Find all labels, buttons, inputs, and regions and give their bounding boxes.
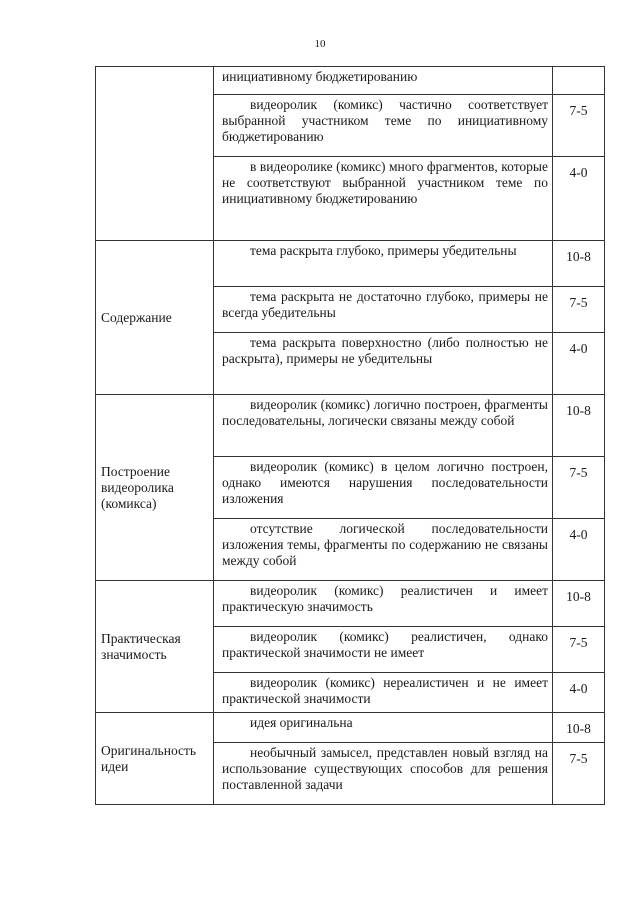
table-row bbox=[96, 581, 605, 627]
table-row bbox=[96, 395, 605, 457]
score-cell: 10-8 bbox=[553, 395, 605, 457]
criterion-description: инициативному бюджетированию bbox=[214, 67, 553, 95]
criterion-description: тема раскрыта поверхностно (либо полностью не раскрыта), примеры не убедительны bbox=[214, 333, 553, 395]
score-cell: 7-5 bbox=[553, 95, 605, 157]
category-cell: Практическая значимость bbox=[96, 581, 214, 713]
page-number: 10 bbox=[314, 38, 326, 50]
score-cell bbox=[553, 67, 605, 95]
score-cell: 7-5 bbox=[553, 457, 605, 519]
score-cell: 10-8 bbox=[553, 241, 605, 287]
table-row bbox=[96, 713, 605, 743]
score-cell: 4-0 bbox=[553, 157, 605, 241]
score-cell: 7-5 bbox=[553, 743, 605, 805]
criterion-description: идея оригинальна bbox=[214, 713, 553, 743]
criterion-description: необычный замысел, представлен новый взгляд на использование существующих способов для решения поставленной задачи bbox=[214, 743, 553, 805]
score-cell: 10-8 bbox=[553, 581, 605, 627]
criterion-description: видеоролик (комикс) реалистичен и имеет практическую значимость bbox=[214, 581, 553, 627]
score-cell: 7-5 bbox=[553, 287, 605, 333]
criterion-description: видеоролик (комикс) логично построен, фрагменты последовательны, логически связаны между собой bbox=[214, 395, 553, 457]
criterion-description: в видеоролике (комикс) много фрагментов, которые не соответствуют выбранной участником теме по инициативному бюджетированию bbox=[214, 157, 553, 241]
score-cell: 4-0 bbox=[553, 519, 605, 581]
criterion-description: видеоролик (комикс) в целом логично построен, однако имеются нарушения последовательности изложения bbox=[214, 457, 553, 519]
criterion-description: тема раскрыта глубоко, примеры убедительны bbox=[214, 241, 553, 287]
category-cell: Содержание bbox=[96, 241, 214, 395]
category-cell: Оригинальность идеи bbox=[96, 713, 214, 805]
criterion-description: видеоролик (комикс) нереалистичен и не имеет практической значимости bbox=[214, 673, 553, 713]
score-cell: 4-0 bbox=[553, 673, 605, 713]
table-row bbox=[96, 67, 605, 95]
category-cell: Построение видеоролика (комикса) bbox=[96, 395, 214, 581]
category-cell bbox=[96, 67, 214, 241]
criterion-description: видеоролик (комикс) частично соответствует выбранной участником теме по инициативному бюджетированию bbox=[214, 95, 553, 157]
score-cell: 10-8 bbox=[553, 713, 605, 743]
score-cell: 4-0 bbox=[553, 333, 605, 395]
score-cell: 7-5 bbox=[553, 627, 605, 673]
criteria-table bbox=[95, 66, 605, 805]
table-row bbox=[96, 241, 605, 287]
criterion-description: видеоролик (комикс) реалистичен, однако практической значимости не имеет bbox=[214, 627, 553, 673]
criterion-description: тема раскрыта не достаточно глубоко, примеры не всегда убедительны bbox=[214, 287, 553, 333]
criterion-description: отсутствие логической последовательности изложения темы, фрагменты по содержанию не связаны между собой bbox=[214, 519, 553, 581]
